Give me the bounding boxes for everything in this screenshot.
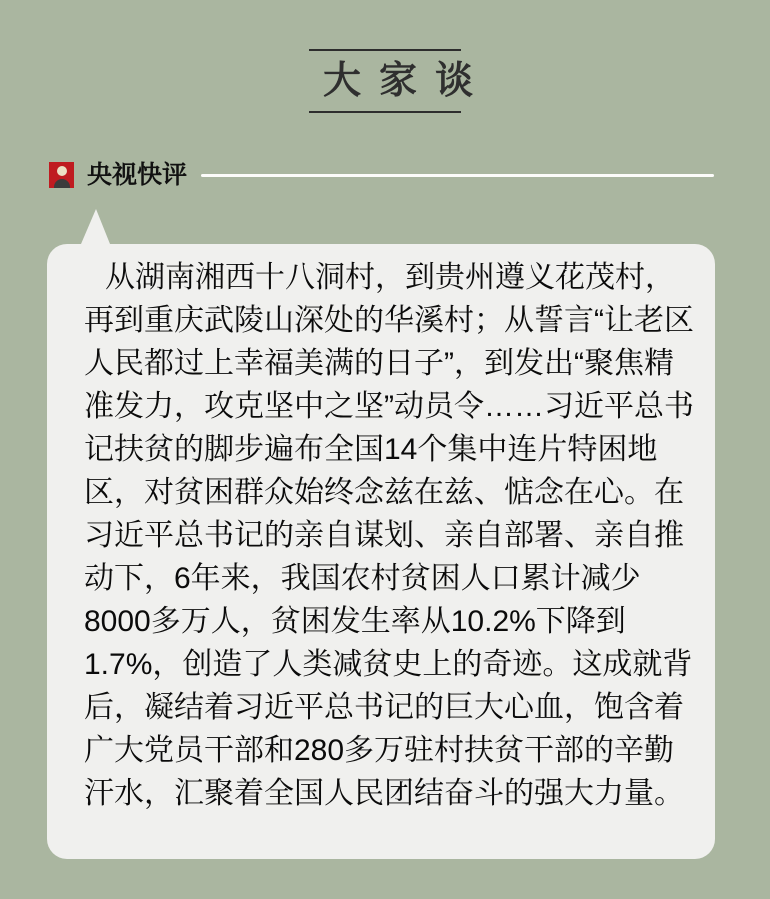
page-title: 大家谈: [323, 60, 492, 102]
divider-line: [201, 174, 714, 177]
person-avatar-icon: [49, 162, 74, 188]
text-line: 准发力，攻克坚中之坚”动员令……习近平总书: [84, 390, 694, 423]
text-line: 再到重庆武陵山深处的华溪村；从誓言“让老区: [84, 304, 694, 337]
text-line: 人民都过上幸福美满的日子”，到发出“聚焦精: [84, 347, 674, 380]
text-line: 记扶贫的脚步遍布全国14个集中连片特困地: [84, 433, 658, 466]
page-title-block: [309, 49, 492, 113]
text-line: 广大党员干部和280多万驻村扶贫干部的辛勤: [84, 734, 675, 767]
speech-bubble: [47, 244, 715, 859]
text-line: 习近平总书记的亲自谋划、亲自部署、亲自推: [84, 519, 684, 552]
section-header: [49, 162, 714, 188]
text-line: 从湖南湘西十八洞村，到贵州遵义花茂村，: [105, 261, 675, 294]
speech-bubble-tail-icon: [81, 209, 110, 244]
avatar-head: [57, 166, 67, 176]
text-line: 区，对贫困群众始终念兹在兹、惦念在心。在: [84, 476, 684, 509]
avatar-torso: [54, 179, 70, 188]
text-line: 后，凝结着习近平总书记的巨大心血，饱含着: [84, 691, 684, 724]
text-line: 1.7%，创造了人类减贫史上的奇迹。这成就背: [84, 648, 693, 681]
article-card: [0, 49, 770, 899]
text-line: 8000多万人，贫困发生率从10.2%下降到: [84, 605, 626, 638]
text-line: 动下，6年来，我国农村贫困人口累计减少: [84, 562, 641, 595]
section-label: 央视快评: [87, 161, 188, 189]
text-line: 汗水，汇聚着全国人民团结奋斗的强大力量。: [84, 777, 684, 810]
article-text: [84, 256, 694, 815]
